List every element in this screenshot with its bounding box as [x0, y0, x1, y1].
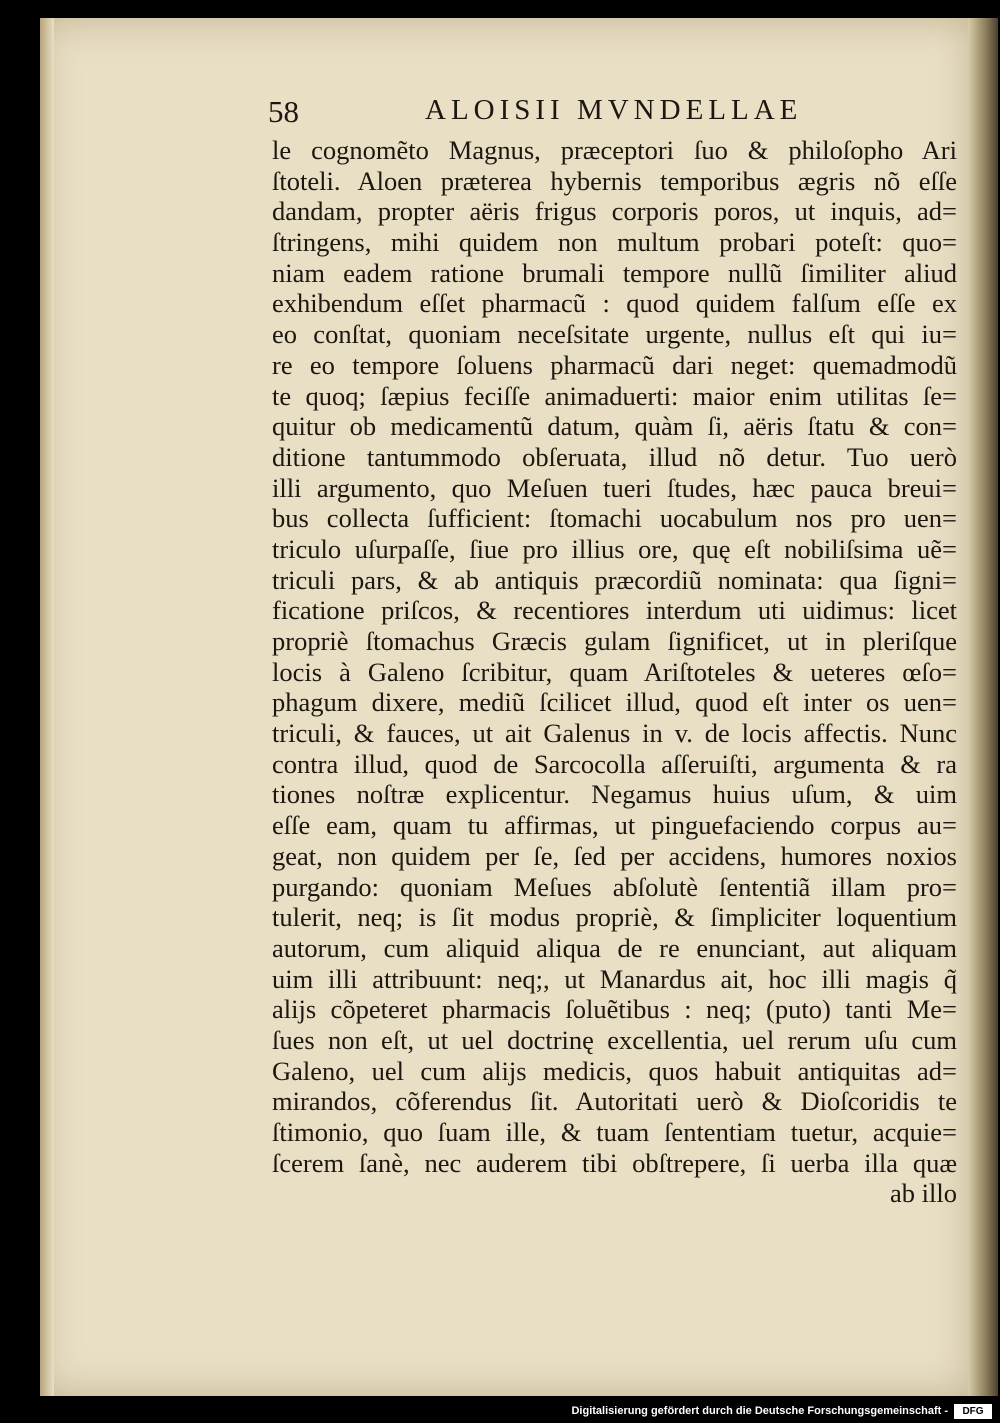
text-line: locis à Galeno ſcribitur, quam Ariſtoteles & ueteres œſo= — [272, 656, 957, 687]
text-line: illi argumento, quo Meſuen tueri ſtudes, hæc pauca breui= — [272, 472, 957, 503]
page-number: 58 — [268, 94, 299, 129]
text-line: te quoq; ſæpius feciſſe animaduerti: maior enim utilitas ſe= — [272, 380, 957, 411]
text-line: ſtringens, mihi quidem non multum probari poteſt: quo= — [272, 227, 957, 258]
text-line: ficatione priſcos, & recentiores interdum uti uidimus: licet — [272, 595, 957, 626]
text-line: contra illud, quod de Sarcocolla aſſeruiſti, argumenta & ra — [272, 748, 957, 779]
text-line: eo conſtat, quoniam neceſsitate urgente, nullus eſt qui iu= — [272, 319, 957, 350]
text-line: mirandos, cõferendus ſit. Autoritati uerò & Dioſcoridis te — [272, 1086, 957, 1117]
text-block — [272, 135, 957, 1209]
footer-bar — [0, 1400, 1000, 1423]
page-edge — [40, 18, 54, 1396]
text-line: exhibendum eſſet pharmacũ : quod quidem falſum eſſe ex — [272, 288, 957, 319]
text-line: uim illi attribuunt: neq;, ut Manardus ait, hoc illi magis q̃ — [272, 963, 957, 994]
text-line: triculi pars, & ab antiquis præcordiũ nominata: qua ſigni= — [272, 564, 957, 595]
text-line: alijs cõpeteret pharmacis ſoluẽtibus : neq; (puto) tanti Me= — [272, 994, 957, 1025]
text-line: propriè ſtomachus Græcis gulam ſignificet, ut in pleriſque — [272, 626, 957, 656]
running-head — [268, 94, 968, 134]
catchword: ab illo — [890, 1178, 957, 1209]
text-line: dandam, propter aëris frigus corporis poros, ut inquis, ad= — [272, 196, 957, 227]
text-line: ſcerem ſanè, nec auderem tibi obſtrepere, ſi uerba illa quæ — [272, 1147, 957, 1178]
text-line: triculo uſurpaſſe, ſiue pro illius ore, quę eſt nobiliſsima uẽ= — [272, 533, 957, 564]
text-line: niam eadem ratione brumali tempore nullũ ſimiliter aliud — [272, 257, 957, 288]
text-line: ditione tantummodo obſeruata, illud nõ detur. Tuo uerò — [272, 441, 957, 472]
text-line: le cognomẽto Magnus, præceptori ſuo & philoſopho Ari — [272, 135, 957, 165]
text-line: re eo tempore ſoluens pharmacũ dari neget: quemadmodũ — [272, 349, 957, 380]
text-line: Galeno, uel cum alijs medicis, quos habuit antiquitas ad= — [272, 1055, 957, 1086]
text-line: bus collecta ſufficient: ſtomachi uocabulum nos pro uen= — [272, 503, 957, 534]
text-line: ſtimonio, quo ſuam ille, & tuam ſententiam tuetur, acquie= — [272, 1117, 957, 1147]
dfg-logo-icon: DFG — [954, 1404, 992, 1419]
text-line: tiones noſtræ explicentur. Negamus huius uſum, & uim — [272, 779, 957, 810]
funding-credit: Digitalisierung gefördert durch die Deutsche Forschungsgemeinschaft - — [571, 1405, 948, 1417]
book-binding — [968, 18, 998, 1396]
text-line: triculi, & fauces, ut ait Galenus in v. de locis affectis. Nunc — [272, 718, 957, 749]
text-line: purgando: quoniam Meſues abſolutè ſententiã illam pro= — [272, 871, 957, 902]
text-line: ſtoteli. Aloen præterea hybernis temporibus ægris nõ eſſe — [272, 165, 957, 196]
text-line: ſues non eſt, ut uel doctrinę excellentia, uel rerum uſu cum — [272, 1024, 957, 1055]
text-line: quitur ob medicamentũ datum, quàm ſi, aëris ſtatu & con= — [272, 411, 957, 442]
running-title: ALOISII MVNDELLAE — [425, 94, 803, 126]
text-line: eſſe eam, quam tu affirmas, ut pinguefaciendo corpus au= — [272, 810, 957, 841]
text-line: tulerit, neq; is ſit modus propriè, & ſimpliciter loquentium — [272, 902, 957, 933]
text-line: autorum, cum aliquid aliqua de re enunciant, aut aliquam — [272, 932, 957, 963]
text-line: phagum dixere, mediũ ſcilicet illud, quod eſt inter os uen= — [272, 687, 957, 718]
text-line: geat, non quidem per ſe, ſed per accidens, humores noxios — [272, 840, 957, 871]
